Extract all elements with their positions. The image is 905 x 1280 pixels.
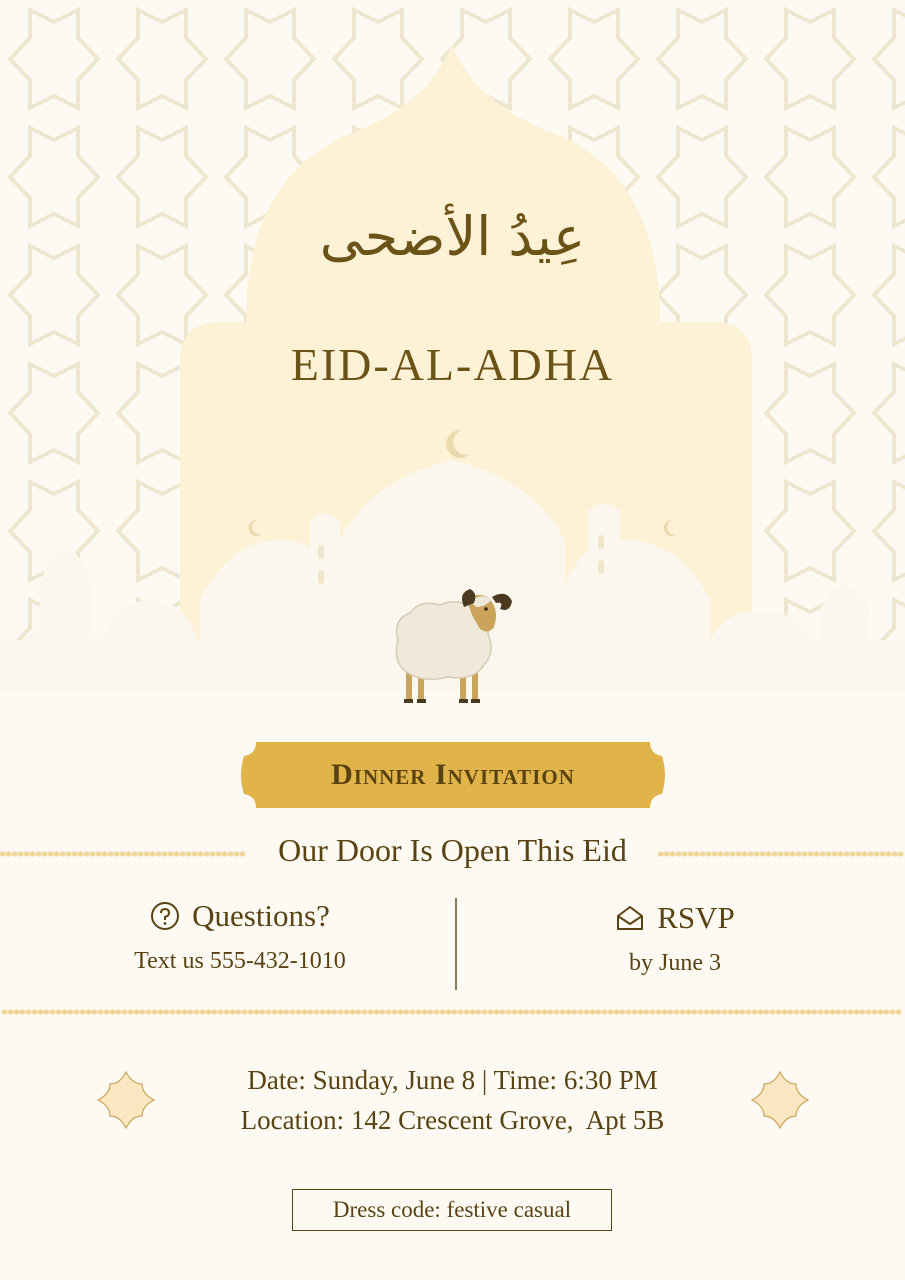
rsvp-deadline: by June 3 — [629, 950, 721, 976]
event-details — [0, 1060, 905, 1140]
questions-phone[interactable]: Text us 555-432-1010 — [134, 948, 346, 974]
questions-heading: Questions? — [192, 898, 330, 933]
dress-code-box: Dress code: festive casual — [292, 1189, 612, 1231]
event-location: Location: 142 Crescent Grove, Apt 5B — [240, 1105, 665, 1135]
tagline: Our Door Is Open This Eid — [278, 832, 627, 868]
event-date-time: Date: Sunday, June 8 | Time: 6:30 PM — [247, 1065, 658, 1095]
envelope-open-icon — [615, 904, 645, 932]
banner-label: Dinner Invitation — [331, 758, 575, 791]
sheep-icon — [388, 585, 518, 705]
page-title: EID-AL-ADHA — [290, 339, 615, 390]
question-circle-icon — [150, 901, 180, 931]
rsvp-heading: RSVP — [657, 900, 735, 935]
arabic-title: عِيدُ الأضحى — [319, 205, 586, 268]
questions-block — [60, 898, 420, 975]
decorative-dots-divider — [0, 1008, 905, 1016]
vertical-divider — [455, 898, 457, 990]
rsvp-block — [500, 900, 850, 977]
